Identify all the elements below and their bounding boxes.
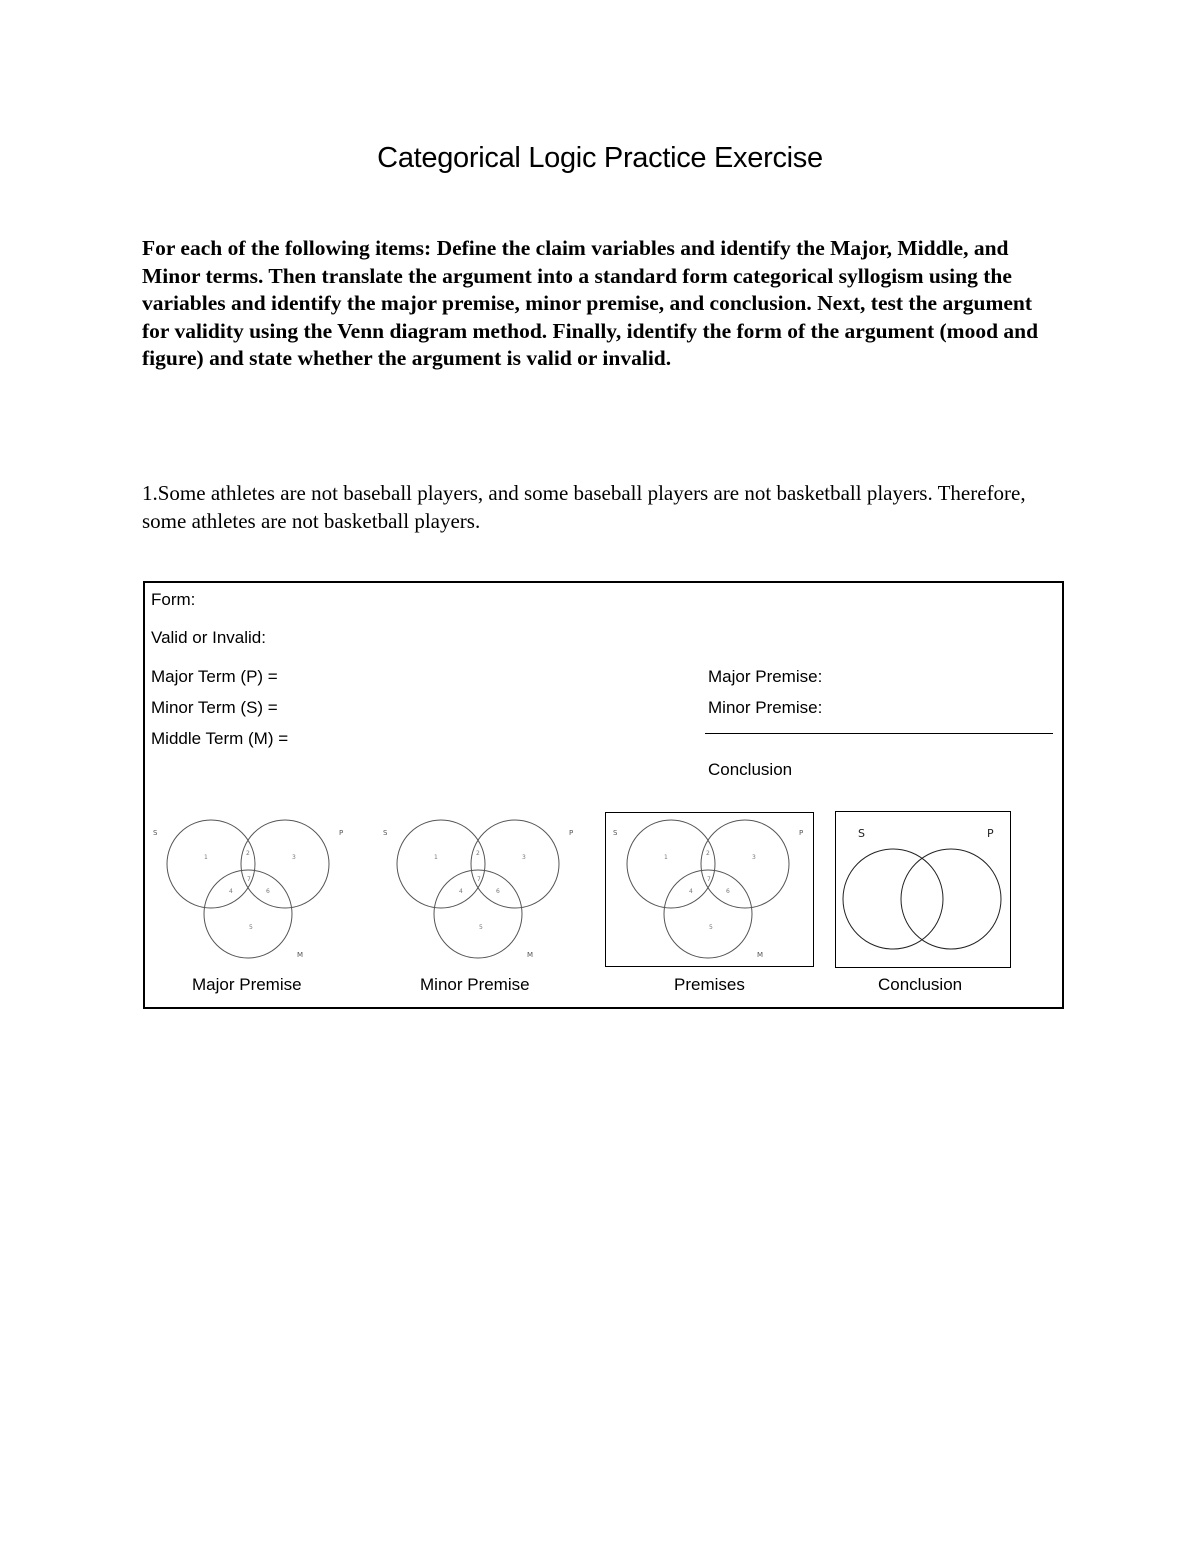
svg-text:7: 7 (707, 876, 711, 883)
svg-text:1: 1 (204, 854, 208, 861)
caption-minor-premise: Minor Premise (420, 975, 530, 994)
svg-text:7: 7 (477, 876, 481, 883)
svg-text:7: 7 (247, 876, 251, 883)
svg-text:3: 3 (752, 854, 756, 861)
major-term-label: Major Term (P) = (151, 667, 278, 686)
major-premise-label: Major Premise: (708, 667, 823, 686)
page-title: Categorical Logic Practice Exercise (377, 142, 823, 174)
svg-text:M: M (757, 951, 764, 959)
minor-term-label: Minor Term (S) = (151, 698, 278, 717)
venn-diagram-premises (609, 819, 809, 959)
exercise-item-1: 1.Some athletes are not baseball players, and some baseball players are not basketball players. Therefore, some athletes are not basketball players. (142, 481, 1026, 533)
svg-text:M: M (527, 951, 534, 959)
venn-diagram-conclusion (837, 813, 1009, 965)
svg-text:5: 5 (709, 924, 713, 931)
svg-text:P: P (569, 829, 574, 837)
svg-text:3: 3 (292, 854, 296, 861)
svg-text:2: 2 (476, 850, 480, 857)
conclusion-label-p: P (987, 827, 994, 840)
venn-diagram-major-premise (149, 819, 349, 959)
minor-premise-label: Minor Premise: (708, 698, 823, 717)
svg-text:6: 6 (266, 888, 270, 895)
answer-box (143, 581, 1064, 1009)
svg-text:3: 3 (522, 854, 526, 861)
svg-text:1: 1 (664, 854, 668, 861)
svg-text:5: 5 (249, 924, 253, 931)
caption-premises: Premises (674, 975, 745, 994)
form-label: Form: (151, 590, 196, 609)
svg-text:2: 2 (246, 850, 250, 857)
conclusion-label-s: S (858, 827, 865, 840)
middle-term-label: Middle Term (M) = (151, 729, 289, 748)
svg-text:1: 1 (434, 854, 438, 861)
svg-text:2: 2 (706, 850, 710, 857)
svg-text:4: 4 (459, 888, 463, 895)
svg-text:5: 5 (479, 924, 483, 931)
svg-text:4: 4 (689, 888, 693, 895)
svg-text:6: 6 (496, 888, 500, 895)
caption-conclusion: Conclusion (878, 975, 963, 994)
svg-text:S: S (383, 829, 388, 837)
svg-text:6: 6 (726, 888, 730, 895)
instructions-paragraph: For each of the following items: Define the claim variables and identify the Major, Middle, and Minor terms. Then translate the argument into a standard form categorical syllogism using the variables and identify the major premise, minor premise, and conclusion. Next, test the argument for validity using the Venn diagram method. Finally, identify the form of the argument (mood and figure) and state whether the argument is valid or invalid. (142, 236, 1039, 370)
conclusion-label: Conclusion (708, 760, 793, 779)
premise-conclusion-divider (705, 733, 1053, 734)
valid-invalid-label: Valid or Invalid: (151, 628, 266, 647)
venn-label-m: M (297, 951, 304, 959)
venn-diagram-minor-premise (379, 819, 579, 959)
venn-label-s: S (153, 829, 158, 837)
svg-text:S: S (613, 829, 618, 837)
svg-text:4: 4 (229, 888, 233, 895)
caption-major-premise: Major Premise (192, 975, 302, 994)
svg-text:P: P (799, 829, 804, 837)
venn-label-p: P (339, 829, 344, 837)
